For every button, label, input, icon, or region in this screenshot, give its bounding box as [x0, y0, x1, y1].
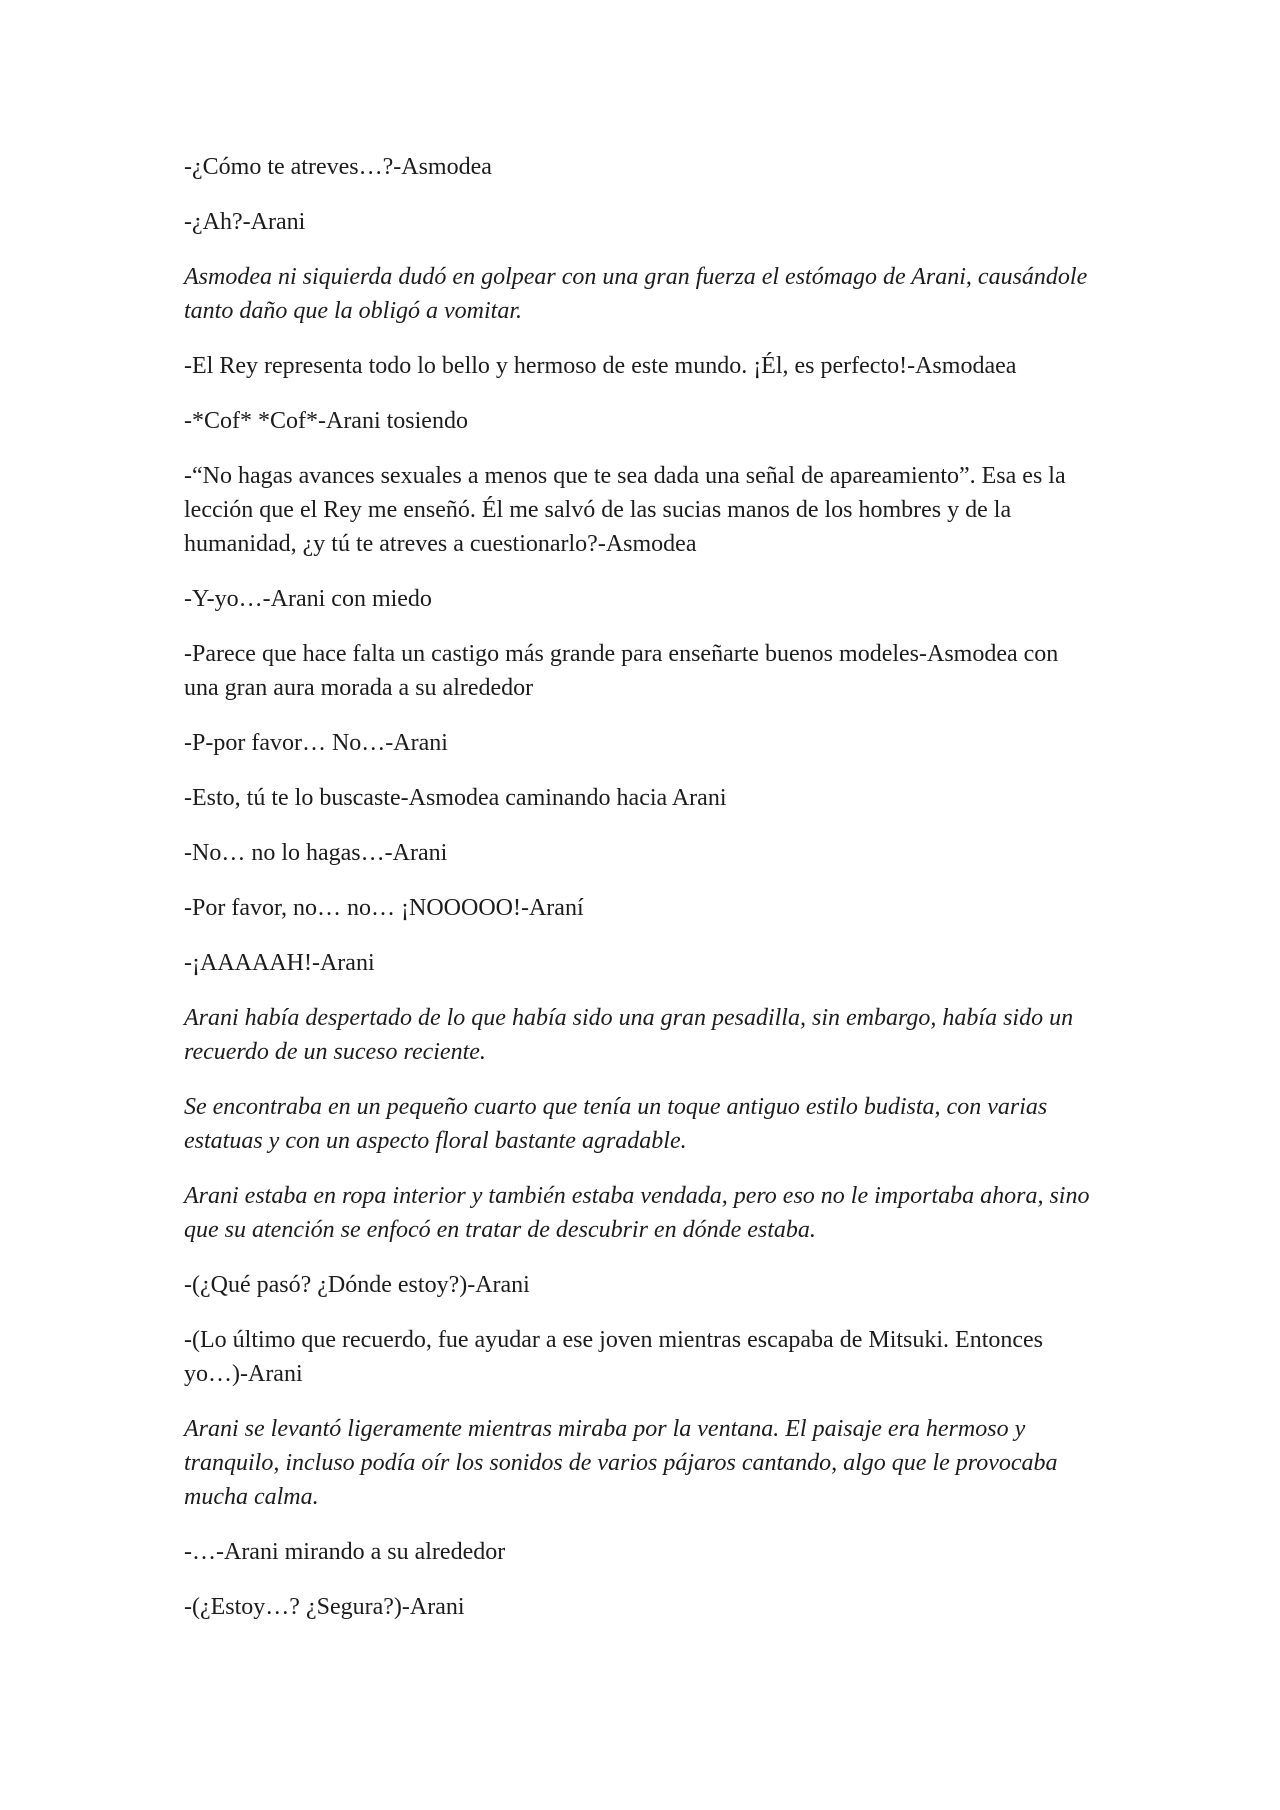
dialogue-line: -¿Cómo te atreves…?-Asmodea — [184, 154, 492, 180]
dialogue-line: -El Rey representa todo lo bello y hermoso de este mundo. ¡Él, es perfecto!-Asmodaea — [184, 353, 1017, 379]
dialogue-line: -Por favor, no… no… ¡NOOOOO!-Araní — [184, 895, 584, 921]
narration-paragraph: Se encontraba en un pequeño cuarto que tenía un toque antiguo estilo budista, con varias estatuas y con un aspecto floral bastante agradable. — [184, 1094, 1048, 1154]
dialogue-line: -¡AAAAAH!-Arani — [184, 950, 375, 976]
dialogue-line: -Y-yo…-Arani con miedo — [184, 586, 432, 612]
narration-paragraph: Arani había despertado de lo que había sido una gran pesadilla, sin embargo, había sido un recuerdo de un suceso reciente. — [184, 1005, 1074, 1065]
document-page — [184, 150, 1094, 1645]
dialogue-line: -(Lo último que recuerdo, fue ayudar a ese joven mientras escapaba de Mitsuki. Entonces yo…)-Arani — [184, 1327, 1044, 1387]
narration-paragraph: Arani estaba en ropa interior y también estaba vendada, pero eso no le importaba ahora, sino que su atención se enfocó en tratar de descubrir en dónde estaba. — [184, 1183, 1090, 1243]
dialogue-line: -¿Ah?-Arani — [184, 209, 306, 235]
dialogue-line: -Parece que hace falta un castigo más grande para enseñarte buenos modeles-Asmodea con una gran aura morada a su alrededor — [184, 641, 1059, 701]
narration-paragraph: Arani se levantó ligeramente mientras miraba por la ventana. El paisaje era hermoso y tranquilo, incluso podía oír los sonidos de varios pájaros cantando, algo que le provocaba mucha calma. — [184, 1416, 1058, 1510]
dialogue-line: -(¿Qué pasó? ¿Dónde estoy?)-Arani — [184, 1272, 530, 1298]
dialogue-line: -“No hagas avances sexuales a menos que te sea dada una señal de apareamiento”. Esa es la lección que el Rey me enseñó. Él me salvó de las sucias manos de los hombres y de la humanidad, ¿y tú te atreves a cuestionarlo?-Asmodea — [184, 463, 1066, 557]
dialogue-line: -…-Arani mirando a su alrededor — [184, 1539, 506, 1565]
dialogue-line: -(¿Estoy…? ¿Segura?)-Arani — [184, 1594, 465, 1620]
dialogue-line: -*Cof* *Cof*-Arani tosiendo — [184, 408, 468, 434]
dialogue-line: -No… no lo hagas…-Arani — [184, 840, 448, 866]
narration-paragraph: Asmodea ni siquierda dudó en golpear con una gran fuerza el estómago de Arani, causándole tanto daño que la obligó a vomitar. — [184, 264, 1088, 324]
dialogue-line: -Esto, tú te lo buscaste-Asmodea caminando hacia Arani — [184, 785, 727, 811]
dialogue-line: -P-por favor… No…-Arani — [184, 730, 448, 756]
